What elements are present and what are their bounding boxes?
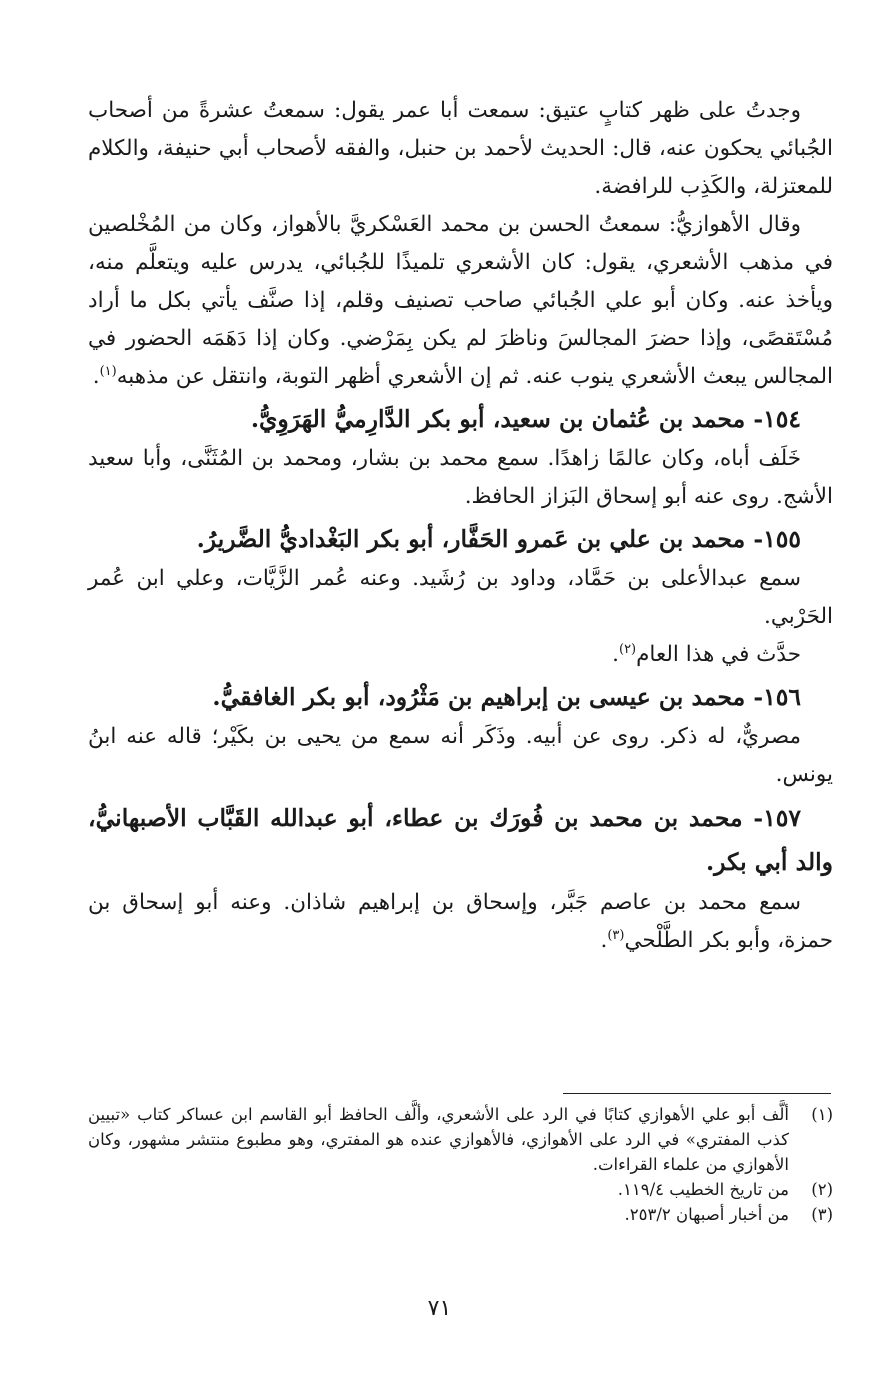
main-text <box>88 92 833 960</box>
paragraph-ahwazi-text: وقال الأهوازيُّ: سمعتُ الحسن بن محمد العَسْكريَّ بالأهواز، وكان من المُخْلصين في مذهب الأشعري، يقول: كان الأشعري تلميذًا للجُبائي، يدرس عليه ويتعلَّم منه، ويأخذ عنه. وكان أبو علي الجُبائي صاحب تصنيف وقلم، إذا صنَّف يأتي بكل ما أراد مُسْتَقصًى، وإذا حضرَ المجالسَ وناظرَ لم يكن بِمَرْضي. وكان إذا دَهَمَه الحضور في المجالس يبعث الأشعري ينوب عنه. ثم إن الأشعري أظهر التوبة، وانتقل عن مذهبه <box>88 212 833 389</box>
footnotes <box>88 1102 833 1227</box>
entry-text-155-note <box>88 636 833 674</box>
footnote-number: (١) <box>811 1105 833 1124</box>
paragraph-ahwazi <box>88 206 833 396</box>
footnote-number: (٣) <box>811 1205 833 1224</box>
footnote-ref-1[interactable]: (١) <box>99 363 117 379</box>
entry-text-154: خَلَف أباه، وكان عالمًا زاهدًا. سمع محمد بن بشار، ومحمد بن المُثَنَّى، وأبا سعيد الأشج. روى عنه أبو إسحاق البَزاز الحافظ. <box>88 446 833 509</box>
footnote-number: (٢) <box>811 1180 833 1199</box>
footnote-2 <box>88 1177 833 1202</box>
footnote-ref-2[interactable]: (٢) <box>618 641 637 657</box>
entry-heading-155: ١٥٥- محمد بن علي بن عَمرو الحَفَّار، أبو بكر البَغْداديُّ الضَّريرُ. <box>196 525 801 553</box>
page-number: ٧١ <box>427 1296 452 1321</box>
paragraph-ahwazi-end: . <box>92 364 100 389</box>
paragraph-intro-text: وجدتُ على ظهر كتابٍ عتيق: سمعت أبا عمر يقول: سمعتُ عشرةً من أصحاب الجُبائي يحكون عنه، قال: الحديث لأحمد بن حنبل، والفقه لأصحاب أبي حنيفة، والكلام للمعتزلة، والكَذِب للرافضة. <box>88 98 833 199</box>
footnote-divider <box>563 1093 831 1094</box>
entry-text-155: سمع عبدالأعلى بن حَمَّاد، وداود بن رُشَيد. وعنه عُمر الزَّيَّات، وعلي ابن عُمر الحَرْبي. <box>88 566 833 629</box>
entry-text-157-text: سمع محمد بن عاصم جَبَّر، وإسحاق بن إبراهيم شاذان. وعنه أبو إسحاق بن حمزة، وأبو بكر الطَّلْحي <box>88 890 833 953</box>
footnote-text: من أخبار أصبهان ٢٥٣/٢. <box>624 1205 789 1224</box>
entry-text-155-note-end: . <box>612 642 619 667</box>
entry-text-156: مصريٌّ، له ذكر. روى عن أبيه. وذَكَر أنه سمع من يحيى بن بكَيْر؛ قاله عنه ابنُ يونس. <box>88 724 833 787</box>
entry-text-155-note-text: حدَّث في هذا العام <box>636 642 801 667</box>
footnote-text: ألَّف أبو علي الأهوازي كتابًا في الرد على الأشعري، وألَّف الحافظ أبو القاسم ابن عساكر كتاب «تبيين كذب المفتري» في الرد على الأهوازي، فالأهوازي عنده هو المفتري، وهو مطبوع منتشر مشهور، وكان الأهوازي من علماء القراءات. <box>88 1105 789 1174</box>
entry-heading-157: ١٥٧- محمد بن محمد بن فُورَك بن عطاء، أبو عبدالله القَبَّاب الأصبهانيُّ، والد أبي بكر. <box>88 804 833 876</box>
footnote-3 <box>88 1202 833 1227</box>
footnote-text: من تاريخ الخطيب ١١٩/٤. <box>617 1180 789 1199</box>
entry-heading-154: ١٥٤- محمد بن عُثمان بن سعيد، أبو بكر الدَّارِميُّ الهَرَوِيُّ. <box>250 405 801 433</box>
entry-heading-156: ١٥٦- محمد بن عيسى بن إبراهيم بن مَثْرُود، أبو بكر الغافقيُّ. <box>212 683 801 711</box>
entry-text-157-end: . <box>600 928 608 953</box>
footnote-ref-3[interactable]: (٣) <box>607 927 625 943</box>
entry-text-157 <box>88 884 833 960</box>
paragraph-intro <box>88 92 833 206</box>
footnote-1 <box>88 1102 833 1177</box>
